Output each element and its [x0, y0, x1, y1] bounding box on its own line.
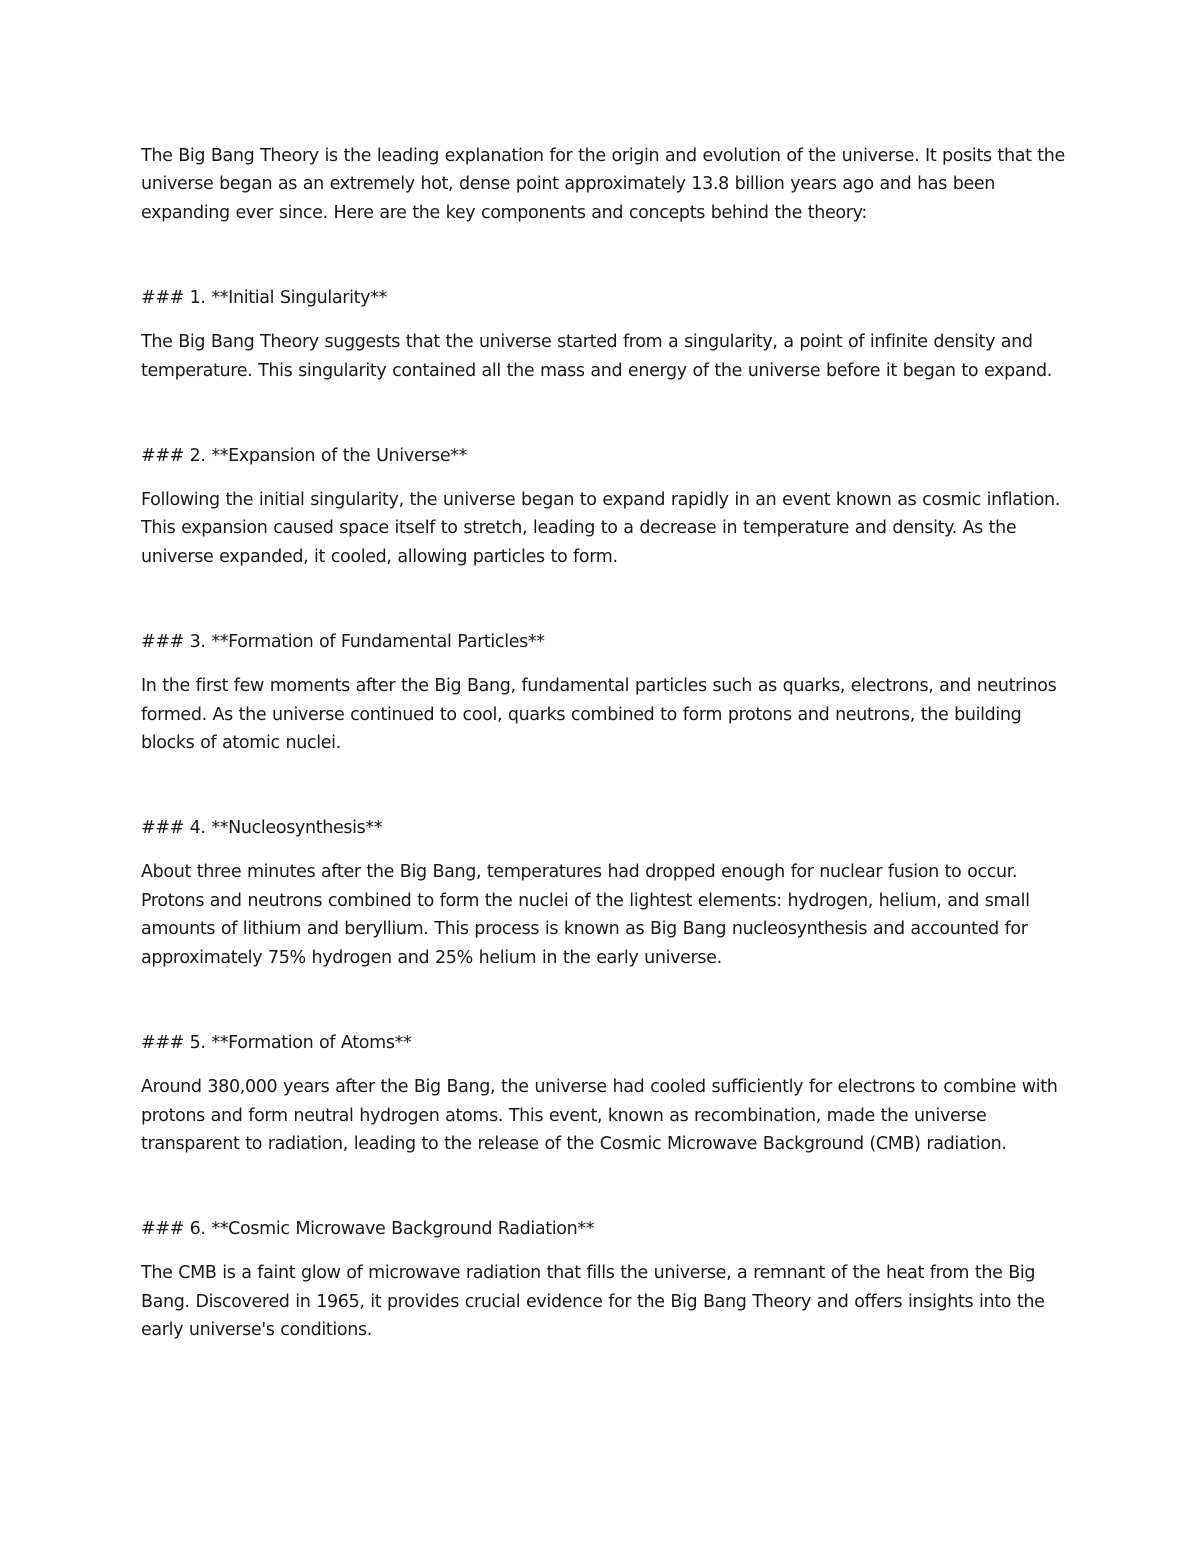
section-heading-nucleosynthesis: ### 4. **Nucleosynthesis**: [141, 818, 383, 839]
document-body: [141, 142, 1071, 1345]
section-body-nucleosynthesis: About three minutes after the Big Bang, temperatures had dropped enough for nuclear fusion to occur. Protons and neutrons combined to form the nuclei of the lightest elements: hydrogen, helium, and small amounts of lithium and beryllium. This process is known as Big Bang nucleosynthesis and accounted for approximately 75% hydrogen and 25% helium in the early universe.: [141, 862, 1030, 968]
section-heading-formation-of-atoms: ### 5. **Formation of Atoms**: [141, 1032, 412, 1053]
section-body-formation-of-atoms: Around 380,000 years after the Big Bang, the universe had cooled sufficiently for electrons to combine with protons and form neutral hydrogen atoms. This event, known as recombination, made the universe transparent to radiation, leading to the release of the Cosmic Microwave Background (CMB) radiation.: [141, 1077, 1058, 1154]
section-heading-expansion: ### 2. **Expansion of the Universe**: [141, 445, 468, 466]
section-heading-initial-singularity: ### 1. **Initial Singularity**: [141, 288, 387, 309]
section-heading-fundamental-particles: ### 3. **Formation of Fundamental Particles**: [141, 632, 545, 653]
section-body-initial-singularity: The Big Bang Theory suggests that the universe started from a singularity, a point of infinite density and temperature. This singularity contained all the mass and energy of the universe before it began to expand.: [141, 332, 1052, 381]
section-heading-cmb-radiation: ### 6. **Cosmic Microwave Background Radiation**: [141, 1219, 595, 1240]
intro-paragraph: The Big Bang Theory is the leading explanation for the origin and evolution of the universe. It posits that the universe began as an extremely hot, dense point approximately 13.8 billion years ago and has been expanding ever since. Here are the key components and concepts behind the theory:: [141, 146, 1065, 223]
section-body-fundamental-particles: In the first few moments after the Big Bang, fundamental particles such as quarks, electrons, and neutrinos formed. As the universe continued to cool, quarks combined to form protons and neutrons, the building blocks of atomic nuclei.: [141, 676, 1057, 754]
section-body-cmb-radiation: The CMB is a faint glow of microwave radiation that fills the universe, a remnant of the heat from the Big Bang. Discovered in 1965, it provides crucial evidence for the Big Bang Theory and offers insights into the early universe's conditions.: [141, 1263, 1045, 1341]
section-body-expansion: Following the initial singularity, the universe began to expand rapidly in an event known as cosmic inflation. This expansion caused space itself to stretch, leading to a decrease in temperature and density. As the universe expanded, it cooled, allowing particles to form.: [141, 490, 1060, 567]
